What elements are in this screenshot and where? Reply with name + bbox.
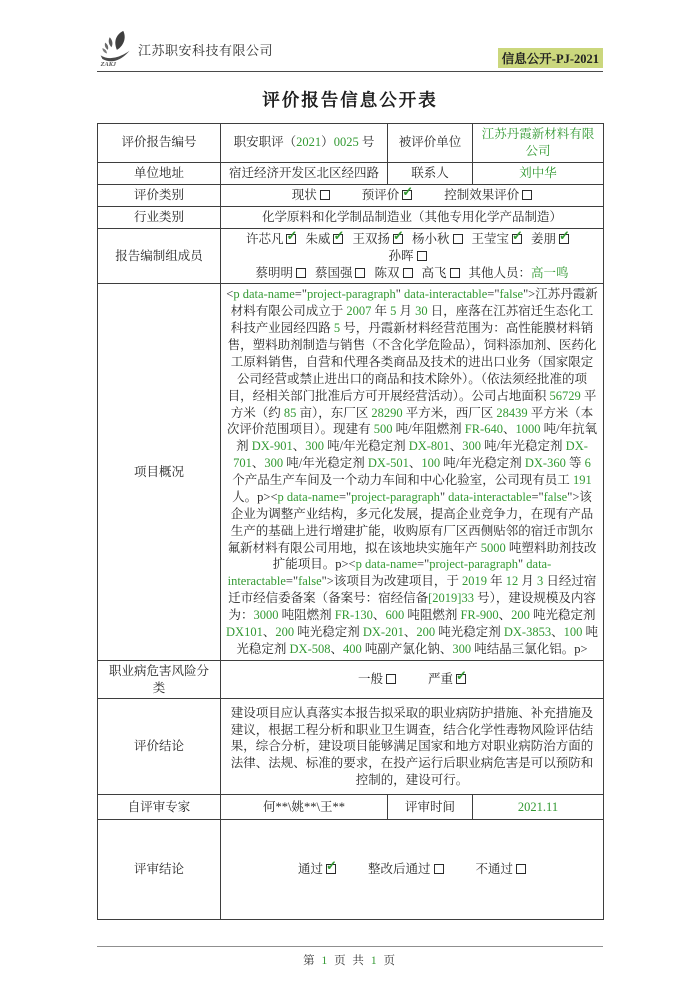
member-item: 蔡国强 xyxy=(315,266,366,280)
member-item: 陈双 xyxy=(374,266,412,280)
member-item: 王莹宝 ✓ xyxy=(471,227,523,246)
project-overview-text: <p data-name="project-paragraph" data-interactable="false">江苏丹霞新材料有限公司成立于 2007 年 5 月 30 日，座落在江苏宿迁生态化工科技产业园经四路 5 号，丹霞新材料经营范围为：高性能膜材料销售，塑料助剂制造与销售（不含化学危险品），饲料添加剂、医药化工原料销售，自营和代理各类商品及技术的进出口业务（国家限定公司经营或禁止进出口的商品和技术除外）。（依法须经批准的项目，经相关部门批准后方可开展经营活动）。公司占地面积 56729 平方米（约 85 亩），东厂区 28290 平方米，西厂区 28439 平方米（本次评价范围项目）。现建有 500 吨/年阻燃剂 FR-640、1000 吨/年抗氧剂 DX-901、300 吨/年光稳定剂 DX-801、300 吨/年光稳定剂 DX-701、300 吨/年光稳定剂 DX-501、100 吨/年光稳定剂 DX-360 等 6 个产品生产车间及一个动力车间和中心化验室，公司现有员工 191 人。p><p data-name="project-paragraph" data-interactable="false">该企业为调整产业结构，多元化发展，提高企业竞争力，在现有产品生产的基础上进行增建扩能，收购原有厂区西侧贴邻的宿迁市凯尔氟新材料有限公司用地，拟在该地块实施年产 5000 吨塑料助剂技改扩能项目。p><p data-name="project-paragraph" data-interactable="false">该项目为改建项目，于 2019 年 12 月 3 日经过宿迁市经信委备案（备案号：宿经信备[2019]33 号），建设规模及内容为：3000 吨阻燃剂 FR-130、600 吨阻燃剂 FR-900、200 吨光稳定剂 DX101、200 吨光稳定剂 DX-201、200 吨光稳定剂 DX-3853、100 吨光稳定剂 DX-508、400 吨副产氯化钠、300 吨结晶三氯化铝。p> xyxy=(221,284,604,660)
address-value: 宿迁经济开发区北区经四路 xyxy=(221,162,388,184)
option-item: 严重 ✓ xyxy=(428,668,467,687)
row-review-experts xyxy=(98,795,604,820)
checkbox-checked-icon: ✓ xyxy=(286,227,298,243)
report-number-label: 评价报告编号 xyxy=(98,124,221,163)
member-item: 许芯凡 ✓ xyxy=(245,227,298,246)
option-item: 控制效果评价 xyxy=(444,188,532,202)
member-item: 蔡明明 xyxy=(255,266,306,280)
member-item: 王双扬 ✓ xyxy=(352,227,404,246)
evaluated-unit-value: 江苏丹霞新材料有限公司 xyxy=(473,124,604,163)
checkbox-checked-icon: ✓ xyxy=(393,227,404,243)
report-number-value: 职安职评（2021）0025 号 xyxy=(221,124,388,163)
row-project-overview xyxy=(98,284,604,660)
project-overview-label: 项目概况 xyxy=(98,284,221,660)
checkbox-checked-icon: ✓ xyxy=(325,858,337,874)
member-item: 姜朋 ✓ xyxy=(531,227,570,246)
member-item: 杨小秋 xyxy=(412,232,463,246)
checkbox-unchecked-icon xyxy=(450,268,460,278)
checkbox-checked-icon: ✓ xyxy=(512,227,523,243)
page-number-label: 第 1 页 共 1 页 xyxy=(303,955,397,968)
option-item: 通过 ✓ xyxy=(297,858,337,877)
review-result-options xyxy=(221,820,604,920)
checkbox-unchecked-icon xyxy=(386,674,396,684)
member-item: 高飞 xyxy=(422,266,460,280)
checkbox-unchecked-icon xyxy=(516,864,526,874)
team-members-label: 报告编制组成员 xyxy=(98,228,221,284)
company-logo-icon xyxy=(97,30,135,68)
svg-text:ZAKJ: ZAKJ xyxy=(100,61,117,68)
other-member-label: 其他人员： xyxy=(468,265,532,280)
row-team-members xyxy=(98,228,604,284)
row-industry xyxy=(98,206,604,228)
checkbox-unchecked-icon xyxy=(403,268,413,278)
row-address xyxy=(98,162,604,184)
row-conclusion xyxy=(98,699,604,795)
option-item: 不通过 xyxy=(476,862,527,876)
doc-code-badge: 信息公开-PJ-2021 xyxy=(498,48,603,68)
review-time-value: 2021.11 xyxy=(473,795,604,820)
risk-class-label: 职业病危害风险分类 xyxy=(98,660,221,699)
option-item: 预评价 ✓ xyxy=(361,183,414,202)
review-result-label: 评审结论 xyxy=(98,820,221,920)
conclusion-label: 评价结论 xyxy=(98,699,221,795)
checkbox-unchecked-icon xyxy=(453,234,463,244)
checkbox-unchecked-icon xyxy=(417,251,427,261)
row-review-result xyxy=(98,820,604,920)
checkbox-checked-icon: ✓ xyxy=(333,227,345,243)
page-title: 评价报告信息公开表 xyxy=(262,90,438,110)
checkbox-unchecked-icon xyxy=(355,268,365,278)
company-name: 江苏职安科技有限公司 xyxy=(138,42,274,58)
review-experts-value: 何**\姚**\王** xyxy=(221,795,388,820)
evaluation-type-options xyxy=(221,184,604,206)
header-left xyxy=(97,30,273,68)
row-report-number xyxy=(98,124,604,163)
industry-label: 行业类别 xyxy=(98,206,221,228)
row-evaluation-type xyxy=(98,184,604,206)
review-time-label: 评审时间 xyxy=(388,795,473,820)
option-item: 一般 xyxy=(358,672,396,686)
row-risk-class xyxy=(98,660,604,699)
checkbox-checked-icon: ✓ xyxy=(559,227,570,243)
contact-value: 刘中华 xyxy=(473,162,604,184)
evaluation-type-label: 评价类别 xyxy=(98,184,221,206)
checkbox-unchecked-icon xyxy=(320,190,330,200)
member-item: 孙晖 xyxy=(388,249,426,263)
other-member-value: 高一鸣 xyxy=(531,265,569,280)
option-item: 整改后通过 xyxy=(368,862,444,876)
conclusion-text: 建设项目应认真落实本报告拟采取的职业病防护措施、补充措施及建议，根据工程分析和职业卫生调查，结合化学性毒物风险评估结果，综合分析，建设项目能够满足国家和地方对职业病防治方面的法律、法规、标准的要求，在投产运行后职业病危害是可以预防和控制的，建设可行。 xyxy=(221,699,604,795)
info-table xyxy=(97,123,604,920)
evaluated-unit-label: 被评价单位 xyxy=(388,124,473,163)
checkbox-checked-icon: ✓ xyxy=(456,668,467,684)
page-footer xyxy=(97,946,603,968)
checkbox-checked-icon: ✓ xyxy=(402,183,414,199)
industry-value: 化学原料和化学制品制造业（其他专用化学产品制造） xyxy=(221,206,604,228)
team-members-list xyxy=(221,228,604,284)
contact-label: 联系人 xyxy=(388,162,473,184)
risk-class-options xyxy=(221,660,604,699)
review-experts-label: 自评审专家 xyxy=(98,795,221,820)
page-header xyxy=(97,30,603,72)
checkbox-unchecked-icon xyxy=(434,864,444,874)
address-label: 单位地址 xyxy=(98,162,221,184)
option-item: 现状 xyxy=(292,188,330,202)
member-item: 朱威 ✓ xyxy=(305,227,345,246)
checkbox-unchecked-icon xyxy=(296,268,306,278)
checkbox-unchecked-icon xyxy=(522,190,532,200)
